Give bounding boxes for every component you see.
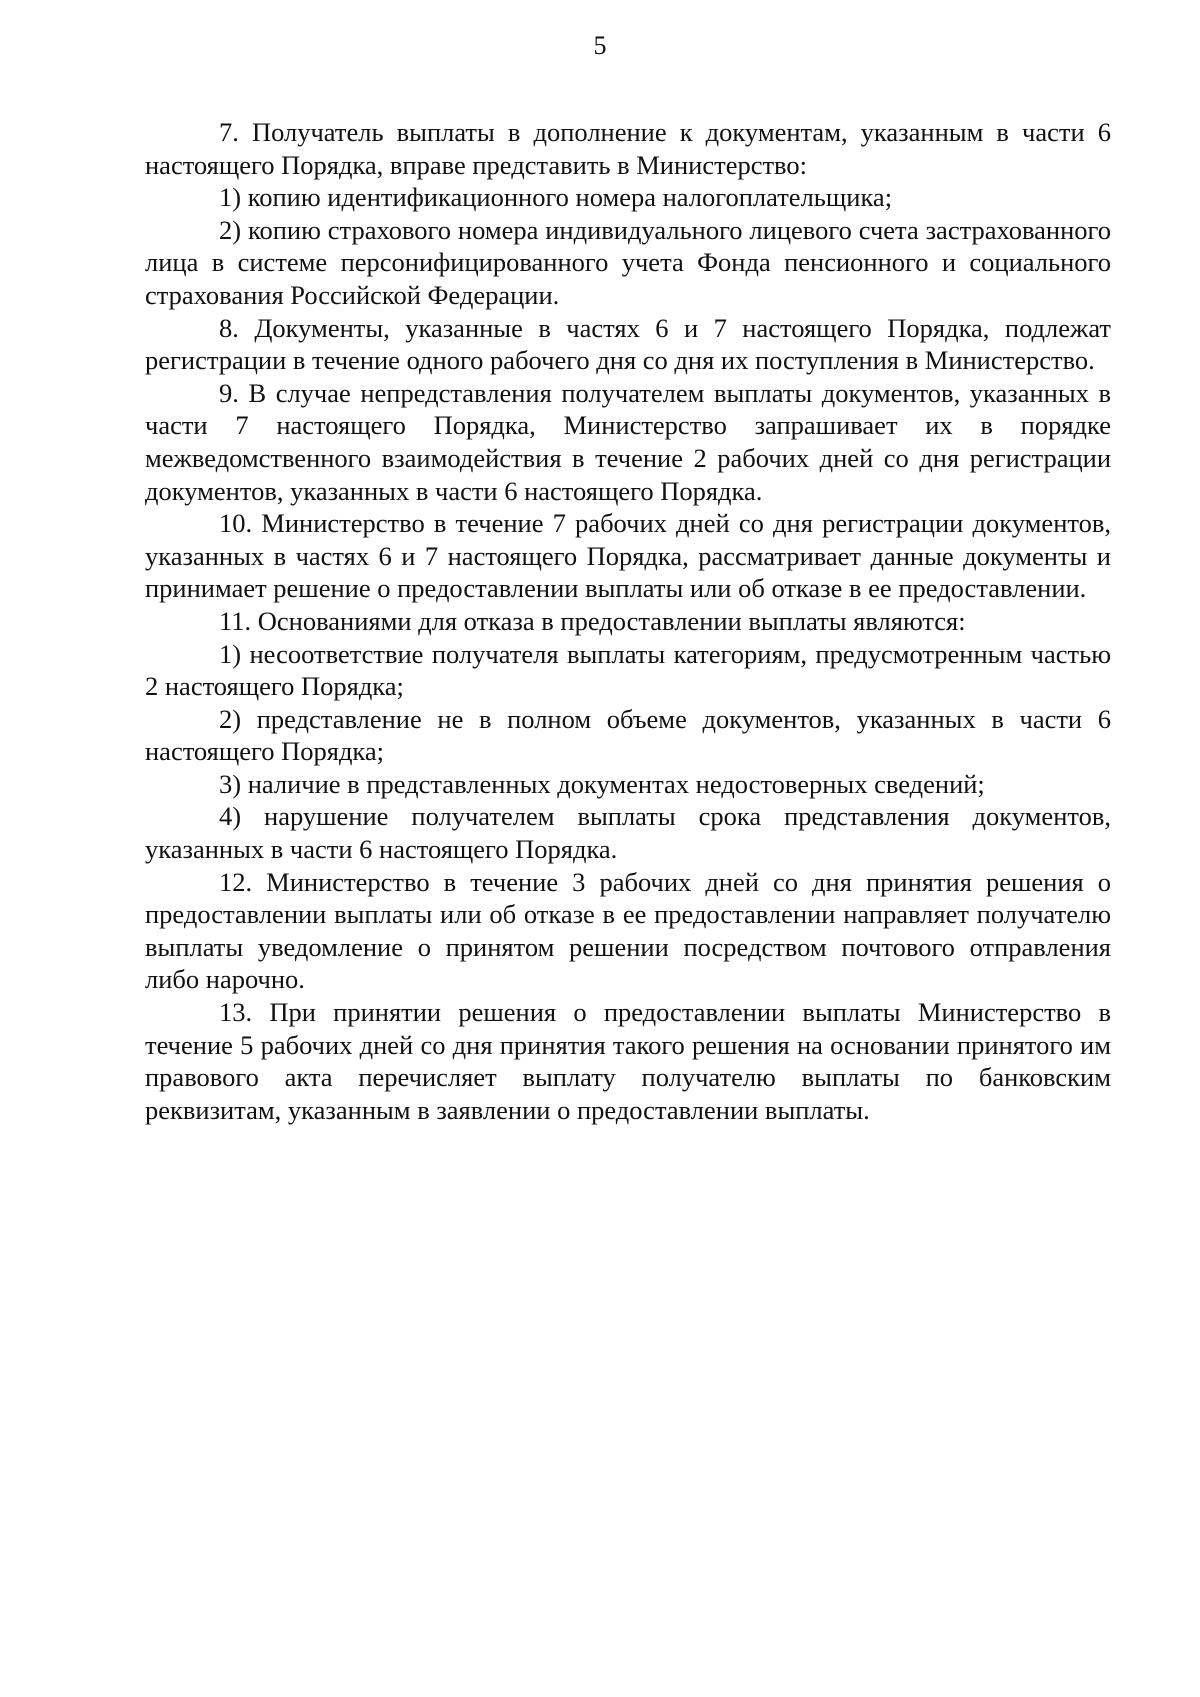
- paragraph-11-item-1: 1) несоответствие получателя выплаты категориям, предусмотренным частью 2 настоящего Порядка;: [145, 638, 1111, 702]
- paragraph-7: 7. Получатель выплаты в дополнение к документам, указанным в части 6 настоящего Порядка, вправе представить в Министерство:: [145, 117, 1111, 180]
- paragraph-7-item-1: 1) копию идентификационного номера налогоплательщика;: [219, 182, 893, 213]
- paragraph-12: 12. Министерство в течение 3 рабочих дней со дня принятия решения о предоставлении выплаты или об отказе в ее предоставлении направляет получателю выплаты уведомление о принятом решении посредством почтового отправления либо нарочно.: [145, 866, 1111, 995]
- paragraph-9: 9. В случае непредставления получателем выплаты документов, указанных в части 7 настоящего Порядка, Министерство запрашивает их в порядке межведомственного взаимодействия в течение 2 рабочих дней со дня регистрации документов, указанных в части 6 настоящего Порядка.: [145, 377, 1111, 506]
- paragraph-11-item-3: 3) наличие в представленных документах недостоверных сведений;: [219, 768, 985, 799]
- paragraph-11-item-4: 4) нарушение получателем выплаты срока представления документов, указанных в части 6 настоящего Порядка.: [145, 801, 1111, 865]
- paragraph-8: 8. Документы, указанные в частях 6 и 7 настоящего Порядка, подлежат регистрации в течение одного рабочего дня со дня их поступления в Министерство.: [145, 312, 1111, 376]
- paragraph-7-item-2: 2) копию страхового номера индивидуального лицевого счета застрахованного лица в системе персонифицированного учета Фонда пенсионного и социального страхования Российской Федерации.: [145, 214, 1111, 310]
- document-body: [145, 116, 1111, 1126]
- paragraph-13: 13. При принятии решения о предоставлении выплаты Министерство в течение 5 рабочих дней со дня принятия такого решения на основании принятого им правового акта перечисляет выплату получателю выплаты по банковским реквизитам, указанным в заявлении о предоставлении выплаты.: [145, 997, 1111, 1125]
- page-number: 5: [593, 31, 607, 60]
- paragraph-10: 10. Министерство в течение 7 рабочих дней со дня регистрации документов, указанных в частях 6 и 7 настоящего Порядка, рассматривает данные документы и принимает решение о предоставлении выплаты или об отказе в ее предоставлении.: [145, 508, 1111, 604]
- paragraph-11: 11. Основаниями для отказа в предоставлении выплаты являются:: [219, 605, 966, 636]
- paragraph-11-item-2: 2) представление не в полном объеме документов, указанных в части 6 настоящего Порядка;: [145, 703, 1111, 767]
